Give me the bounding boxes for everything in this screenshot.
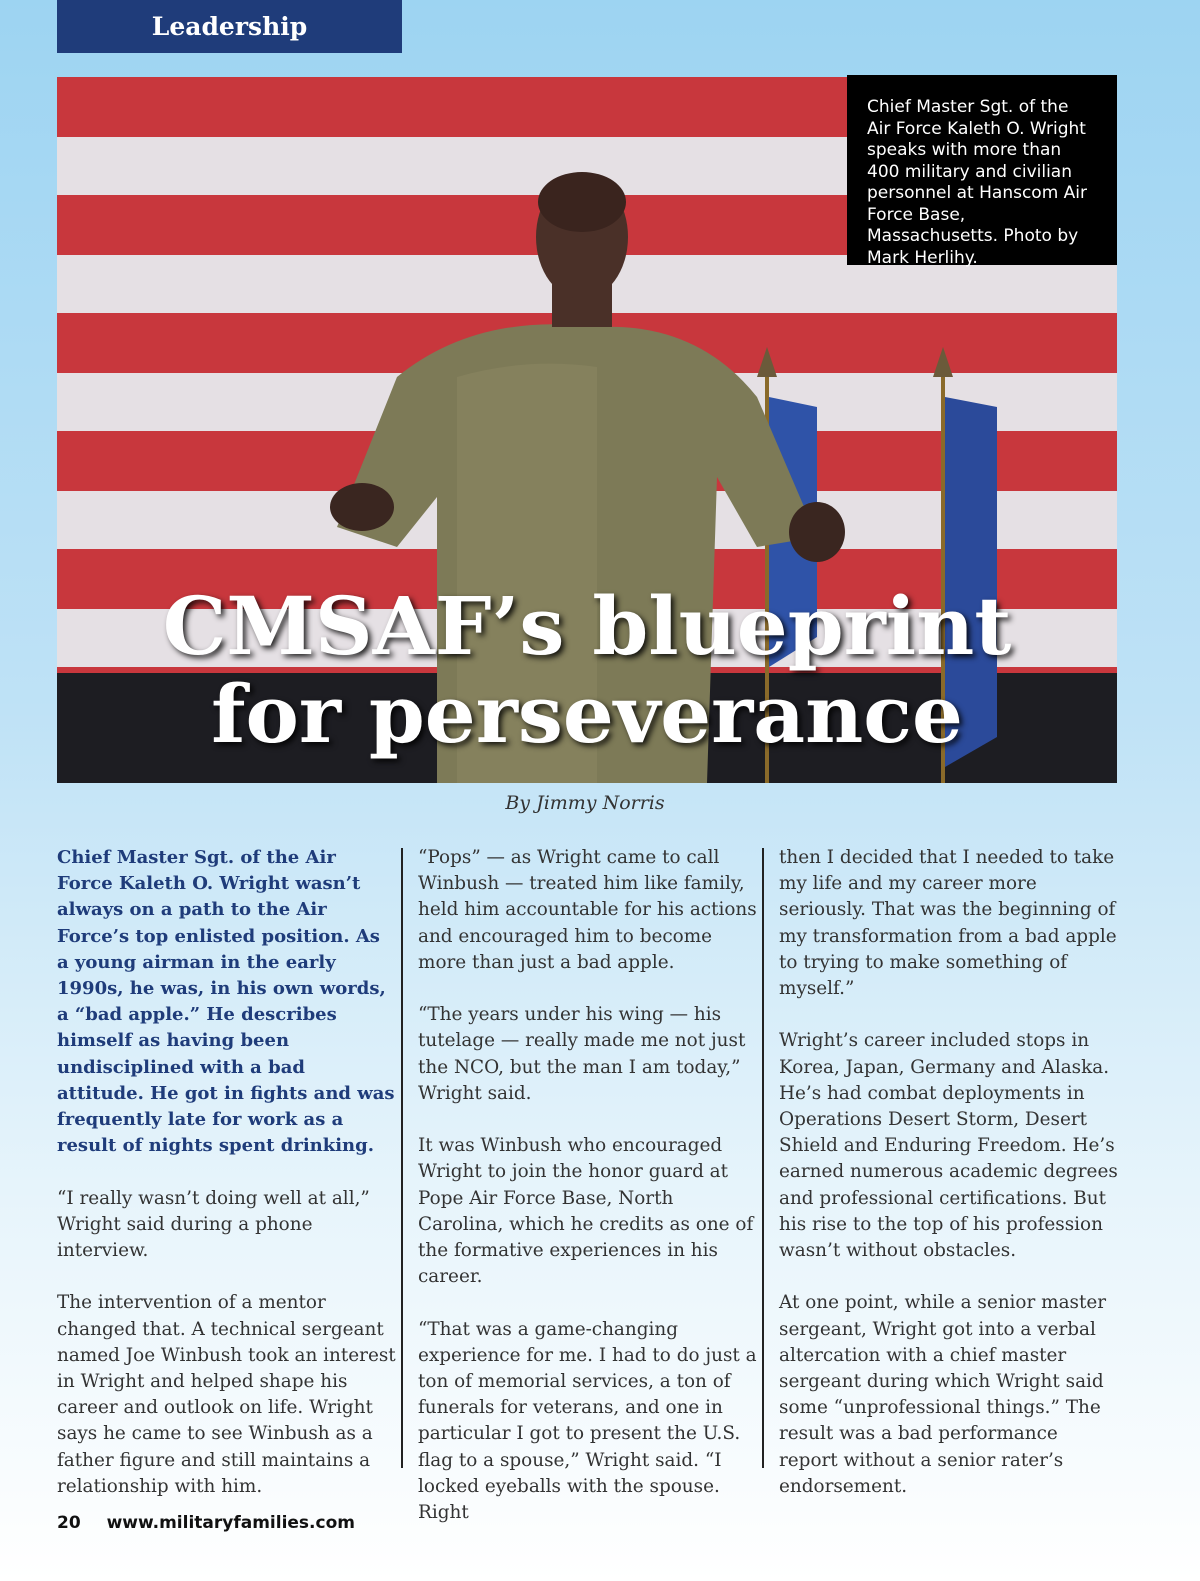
paragraph: then I decided that I needed to take my life and my career more seriously. That was the beginning of my transformation from a bad apple to trying to make something of myself.” [779,847,1117,1000]
paragraph: The intervention of a mentor changed that. A technical sergeant named Joe Winbush took an interest in Wright and helped shape his career and outlook on life. Wright says he came to see Winbush as a father figure and still maintains a relationship with him. [57,1292,396,1497]
article-column-3 [779,845,1119,1497]
headline-line-2: for perseverance [211,667,963,761]
paragraph: “The years under his wing — his tutelage — really made me not just the NCO, but the man I am today,” Wright said. [418,1004,746,1104]
footer-url[interactable]: www.militaryfamilies.com [106,1513,355,1533]
article-column-1 [57,845,397,1497]
paragraph: “I really wasn’t doing well at all,” Wright said during a phone interview. [57,1187,370,1262]
paragraph: It was Winbush who encouraged Wright to join the honor guard at Pope Air Force Base, North Carolina, which he credits as one of the formative experiences in his career. [418,1135,754,1288]
headline-line-1: CMSAF’s blueprint [162,579,1012,673]
column-divider [401,848,403,1468]
paragraph: At one point, while a senior master sergeant, Wright got into a verbal altercation with a chief master sergeant during which Wright said some “unprofessional things.” The result was a bad performance report without a senior rater’s endorsement. [779,1292,1107,1497]
section-tab: Leadership [57,0,402,53]
article-headline [57,579,1117,761]
page-number: 20 [57,1513,81,1533]
article-column-2 [418,845,758,1524]
byline: By Jimmy Norris [505,792,665,814]
photo-caption: Chief Master Sgt. of the Air Force Kaleth O. Wright speaks with more than 400 military and civilian personnel at Hanscom Air Force Base, Massachusetts. Photo by Mark Herlihy. [847,75,1117,265]
page-footer [57,1513,355,1533]
paragraph: “Pops” — as Wright came to call Winbush — treated him like family, held him accountable for his actions and encouraged him to become more than just a bad apple. [418,847,757,973]
column-divider [762,848,764,1468]
lead-paragraph: Chief Master Sgt. of the Air Force Kaleth O. Wright wasn’t always on a path to the Air Force’s top enlisted position. As a young airman in the early 1990s, he was, in his own words, a “bad apple.” He describes himself as having been undisciplined with a bad attitude. He got in fights and was frequently late for work as a result of nights spent drinking. [57,847,395,1157]
paragraph: “That was a game-changing experience for me. I had to do just a ton of memorial services, a ton of funerals for veterans, and one in particular I got to present the U.S. flag to a spouse,” Wright said. “I locked eyeballs with the spouse. Right [418,1318,757,1524]
paragraph: Wright’s career included stops in Korea, Japan, Germany and Alaska. He’s had combat deployments in Operations Desert Storm, Desert Shield and Enduring Freedom. He’s earned numerous academic degrees and professional certifications. But his rise to the top of his profession wasn’t without obstacles. [779,1030,1118,1262]
